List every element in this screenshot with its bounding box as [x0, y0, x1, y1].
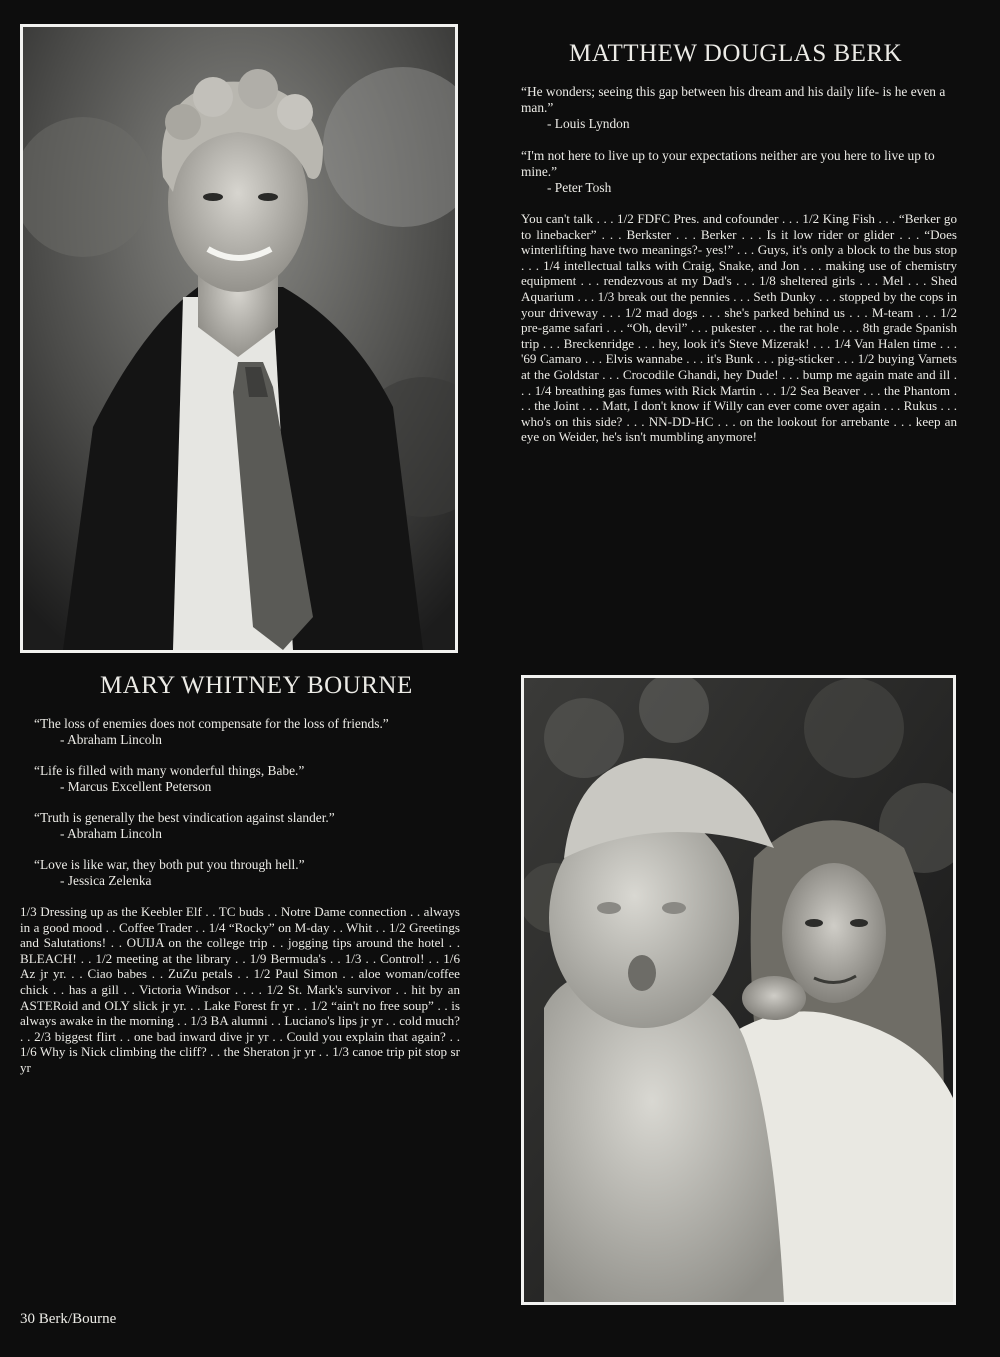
quote-author: - Abraham Lincoln — [60, 732, 162, 747]
quote-text: “The loss of enemies does not compensate for the loss of friends.” — [34, 716, 389, 731]
quote-text: “Life is filled with many wonderful things, Babe.” — [34, 763, 305, 778]
student-name-bourne: MARY WHITNEY BOURNE — [100, 672, 413, 699]
quote-bourne-1 — [34, 716, 460, 748]
quote-text: “Love is like war, they both put you through hell.” — [34, 857, 305, 872]
quote-text: “Truth is generally the best vindication against slander.” — [34, 810, 335, 825]
quote-berk-1 — [521, 84, 957, 132]
quote-berk-2 — [521, 148, 957, 196]
quote-author: - Marcus Excellent Peterson — [60, 779, 212, 794]
quote-bourne-2 — [34, 763, 460, 795]
senior-tidbits-berk: You can't talk . . . 1/2 FDFC Pres. and cofounder . . . 1/2 King Fish . . . “Berker go to linebacker” . . . Berkster . . . Berker . . . Is it low rider or glider . . . “Does winterlifting have two meanings?- yes!” . . . Guys, it's only a block to the bus stop . . . 1/4 intellectual talks with Craig, Snake, and Jon . . . making use of chemistry equipment . . . rendezvous at my Dad's . . . 1/8 sheltered girls . . . Mel . . . Shed Aquarium . . . 1/3 break out the pennies . . . Seth Dunky . . . stopped by the cops in your driveway . . . 1/2 mad dogs . . . she's parked behind us . . . M-team . . . 1/2 pre-game safari . . . “Oh, devil” . . . pukester . . . the rat hole . . . 8th grade Spanish trip . . . Breckenridge . . . hey, look it's Steve Mizerak! . . . 1/4 Van Halen time . . . '69 Camaro . . . Elvis wannabe . . . it's Bunk . . . pig-sticker . . . 1/2 buying Varnets at the Goldstar . . . Crocodile Ghandi, hey Dude! . . . bump me again mate and ill . . . 1/4 breathing gas fumes with Rick Martin . . . 1/2 Sea Beaver . . . the Phantom . . . the Joint . . . Matt, I don't know if Willy can ever come over again . . . Rukus . . . who's on this side? . . . NN-DD-HC . . . on the lookout for arrebante . . . keep an eye on Weider, he's isn't mumbling anymore! — [521, 211, 957, 445]
quote-author: - Jessica Zelenka — [60, 873, 152, 888]
quote-author: - Louis Lyndon — [547, 116, 630, 131]
quote-bourne-4 — [34, 857, 460, 889]
student-name-berk: MATTHEW DOUGLAS BERK — [569, 40, 903, 67]
quote-text: “He wonders; seeing this gap between his dream and his daily life- is he even a man.” — [521, 84, 946, 115]
quote-author: - Peter Tosh — [547, 180, 612, 195]
senior-tidbits-bourne: 1/3 Dressing up as the Keebler Elf . . TC buds . . Notre Dame connection . . always in a good mood . . Coffee Trader . . 1/4 “Rocky” on M-day . . Whit . . 1/2 Greetings and Salutations! . . OUIJA on the college trip . . jogging tips around the hotel . . BLEACH! . . 1/2 meeting at the library . . 1/9 Bermuda's . . 1/3 . . Control! . . 1/6 Az jr yr. . . Ciao babes . . ZuZu petals . . 1/2 Paul Simon . . aloe woman/coffee chick . . has a gill . . Victoria Windsor . . . . 1/2 St. Mark's survivor . . hit by an ASTERoid and OLY slick jr yr. . . Lake Forest fr yr . . 1/2 “ain't no free soup” . . is always awake in the morning . . 1/3 BA alumni . . Luciano's lips jr yr . . cold much? . . 2/3 biggest flirt . . one bad inward dive jr yr . . Could you explain that again? . . 1/6 Why is Nick climbing the cliff? . . the Sheraton jr yr . . 1/3 canoe trip pit stop sr yr — [20, 904, 460, 1075]
quote-author: - Abraham Lincoln — [60, 826, 162, 841]
quote-text: “I'm not here to live up to your expectations neither are you here to live up to mine.” — [521, 148, 935, 179]
quote-bourne-3 — [34, 810, 460, 842]
page-folio: 30 Berk/Bourne — [20, 1311, 117, 1327]
portrait-photo-berk — [20, 24, 458, 653]
portrait-photo-bourne — [521, 675, 956, 1305]
